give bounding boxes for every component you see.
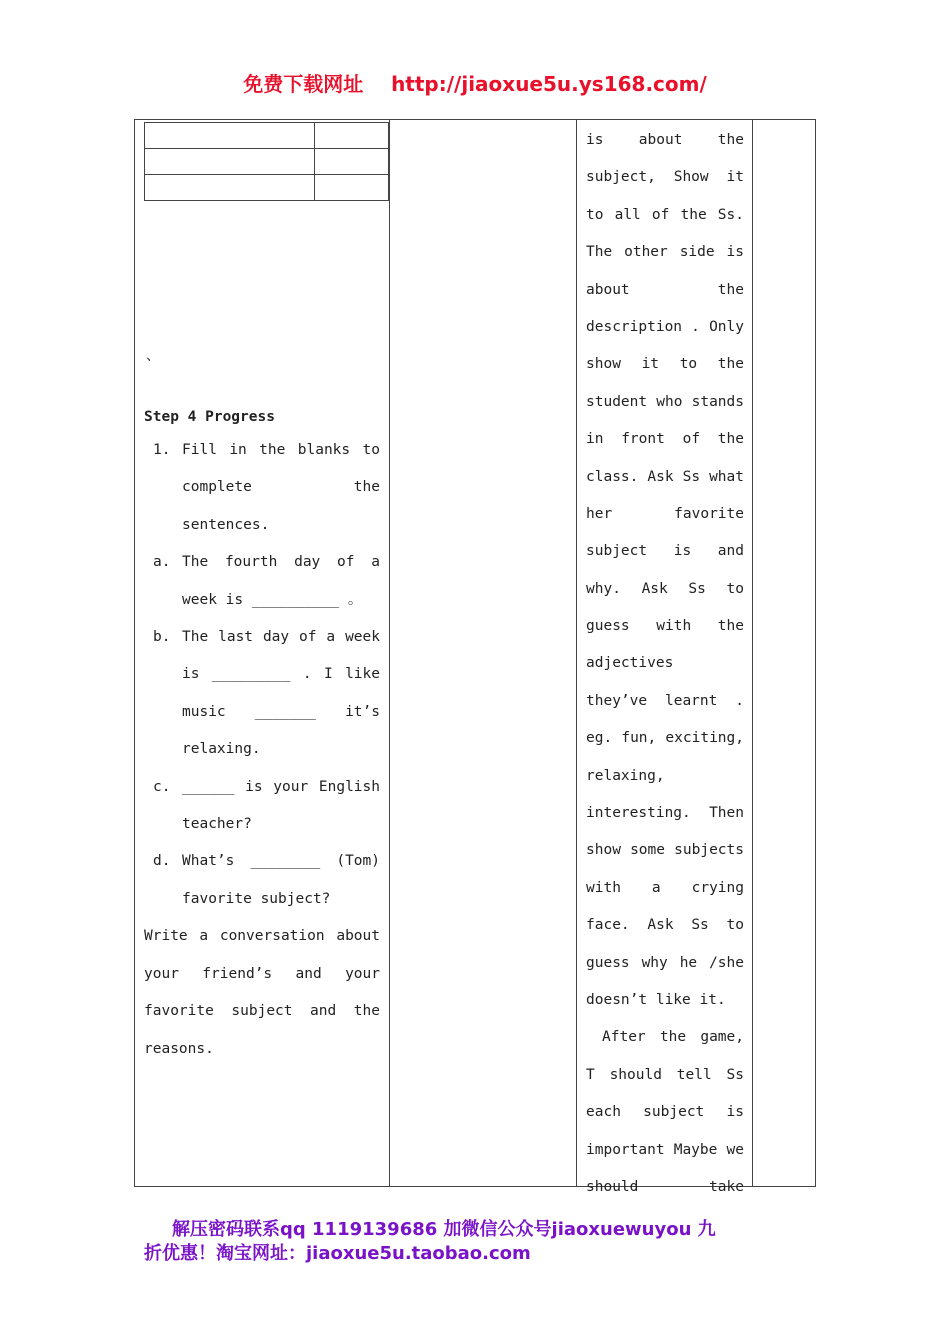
header-url[interactable]: http://jiaoxue5u.ys168.com/ <box>391 72 707 96</box>
notes-line: show some subjects <box>586 842 744 859</box>
lesson-table <box>134 119 816 1195</box>
notes-line: doesn’t like it. <box>586 991 726 1008</box>
notes-line: important Maybe we <box>586 1141 744 1158</box>
notes-line: eg. fun, exciting, <box>586 730 744 747</box>
notes-line: with a crying <box>586 879 744 896</box>
step-title: Step 4 Progress <box>144 409 275 425</box>
notes-line: is about the <box>586 132 744 148</box>
writing-task: Write a conversation about your friend’s and your favorite subject and the reasons. <box>144 928 380 1057</box>
exercise-item: a. The fourth day of a week is __________ 。 <box>153 554 380 608</box>
blank-grid-table <box>144 122 389 201</box>
notes-line: face. Ask Ss to <box>586 917 744 934</box>
column-divider <box>752 120 753 1186</box>
notes-line: should take <box>586 1178 744 1195</box>
notes-line: class. Ask Ss what <box>586 468 744 485</box>
notes-line: they’ve learnt . <box>586 692 744 709</box>
notes-line: student who stands <box>586 393 744 410</box>
notes-line: her favorite <box>586 505 744 522</box>
notes-line: The other side is <box>586 244 744 261</box>
notes-line: subject, Show it <box>586 169 744 186</box>
progress-column <box>144 408 380 1068</box>
notes-line: T should tell Ss <box>586 1066 744 1083</box>
notes-line: relaxing, <box>586 767 665 784</box>
notes-line: After the game, <box>602 1029 744 1046</box>
notes-line: subject is and <box>586 543 744 560</box>
notes-line: about the <box>586 281 744 298</box>
exercise-item: b. The last day of a week is _________ . I like music _______ it’s relaxing. <box>153 629 380 758</box>
notes-line: guess with the <box>586 618 744 635</box>
notes-line: each subject is <box>586 1104 744 1121</box>
column-divider <box>389 120 390 1186</box>
page-footer <box>144 1218 784 1266</box>
teacher-notes-column <box>586 122 744 1206</box>
notes-line: description . Only <box>586 318 744 335</box>
notes-line: why. Ask Ss to <box>586 580 744 597</box>
notes-line: guess why he /she <box>586 954 744 971</box>
exercise-item: c. ______ is your English teacher? <box>153 778 380 833</box>
tick-mark: 、 <box>146 348 160 364</box>
column-divider <box>576 120 577 1186</box>
notes-line: adjectives <box>586 655 674 672</box>
notes-line: in front of the <box>586 431 744 448</box>
notes-line: show it to the <box>586 356 744 373</box>
footer-line-2: 折优惠！淘宝网址：jiaoxue5u.taobao.com <box>144 1243 531 1264</box>
page-header <box>0 68 950 97</box>
exercise-item: 1. Fill in the blanks to complete the sentences. <box>153 442 380 533</box>
exercise-item: d. What’s ________ (Tom) favorite subject? <box>153 853 380 907</box>
notes-line: to all of the Ss. <box>586 206 744 223</box>
notes-line: interesting. Then <box>586 805 744 822</box>
header-label: 免费下载网址 <box>243 72 364 96</box>
footer-line-1: 解压密码联系qq 1119139686 加微信公众号jiaoxuewuyou 九 <box>172 1219 716 1240</box>
